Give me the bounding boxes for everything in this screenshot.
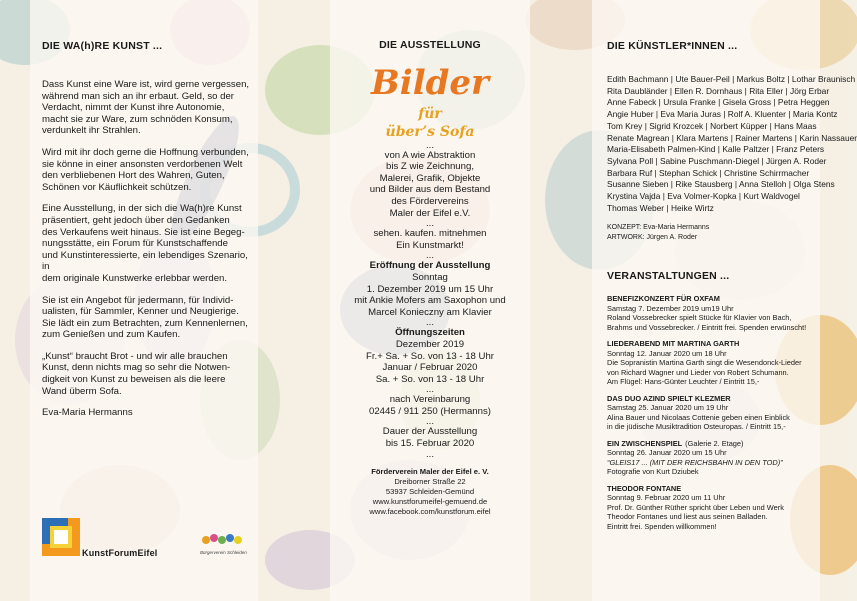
artist-separator: |	[668, 74, 676, 84]
separator-dots: ...	[426, 416, 434, 428]
artist-separator: |	[732, 179, 739, 190]
signature-author: Eva-Maria Hermanns	[42, 407, 133, 419]
appointment-text: nach Vereinbarung 02445 / 911 250 (Hermanns)	[369, 394, 491, 417]
artist-separator: |	[664, 202, 671, 213]
event-line: Alina Bauer und Nicolaas Cottenie geben einen Einblick	[607, 412, 790, 422]
event-list	[607, 294, 837, 531]
separator-dots: ...	[426, 139, 434, 151]
column-ausstellung	[330, 40, 530, 517]
event-title-text: THEODOR FONTANE	[607, 483, 682, 493]
artist-separator: |	[656, 97, 664, 108]
event-line: Prof. Dr. Günther Rüther spricht über Leben und Werk	[607, 502, 784, 512]
artist-name: Sabine Puschmann-Diegel	[659, 155, 760, 166]
concept-credit: KONZEPT: Eva-Maria Hermanns	[607, 224, 710, 232]
separator-dots: ...	[426, 317, 434, 329]
event-line: Sonntag 26. Januar 2020 um 15 Uhr	[607, 448, 727, 458]
artist-separator: |	[715, 97, 723, 108]
separator-dots: ...	[426, 250, 434, 262]
artist-name: Hans Maas	[774, 120, 817, 131]
column-wa-re-kunst	[42, 40, 257, 429]
artist-name: Tom Krey	[607, 120, 643, 131]
event-line: Sonntag 9. Februar 2020 um 11 Uhr	[607, 493, 726, 503]
artist-name: Gisela Gross	[722, 97, 772, 108]
artist-name: Sylvana Poll	[607, 155, 654, 166]
event-title	[607, 339, 837, 349]
event-line: “GLEIS17 ... (MIT DER REICHSBAHN IN DEN TOD)”	[607, 457, 783, 467]
opening-text: Sonntag 1. Dezember 2019 um 15 Uhr mit Ankie Mofers am Saxophon und Marcel Konieczny am Klavier	[354, 271, 506, 318]
event-line: Theodor Fontanes und liest aus seinen Balladen.	[607, 512, 768, 522]
artist-row	[607, 203, 837, 215]
artist-name: Olga Stens	[793, 179, 835, 190]
event-line: Die Sopranistin Martina Garth singt die Wesendonck-Lieder	[607, 358, 802, 368]
buergerverein-text: Bürgerverein Schleiden	[200, 550, 247, 555]
event-line: Roland Vossebrecker spielt Stücke für Klavier von Bach,	[607, 313, 792, 323]
artist-name: Barbara Ruf	[607, 167, 653, 178]
artist-row	[607, 97, 837, 109]
artist-list	[607, 74, 857, 214]
hours-title: Öffnungszeiten	[395, 327, 465, 339]
event-line: Brahms und Vossebrecker. / Eintritt frei. Spenden erwünscht!	[607, 322, 807, 332]
event-line: Samstag 25. Januar 2020 um 19 Uhr	[607, 403, 729, 413]
event-line: Samstag 7. Dezember 2019 um19 Uhr	[607, 303, 734, 313]
separator-dots: ...	[426, 384, 434, 396]
artist-name: Franz Peters	[776, 144, 825, 155]
event-line: in die jüdische Musiktradition Osteuropas. / Eintritt 15,-	[607, 422, 786, 432]
artist-row	[607, 191, 837, 203]
artist-name: Maria-Elisabeth Palmen-Kind	[607, 144, 716, 155]
artist-separator: |	[771, 97, 778, 108]
artist-name: Sigrid Krozcek	[649, 120, 704, 131]
artist-separator: |	[669, 132, 677, 143]
artist-separator: |	[742, 85, 750, 96]
artist-name: Rolf A. Kluenter	[727, 109, 786, 120]
artist-row	[607, 132, 857, 145]
hours-text: Dezember 2019 Fr.+ Sa. + So. von 13 - 18 Uhr Januar / Februar 2020 Sa. + So. von 13 - 18 Uhr	[366, 338, 494, 385]
artist-separator: |	[786, 179, 794, 190]
event-title-text: EIN ZWISCHENSPIEL	[607, 438, 683, 448]
artist-name: Markus Boltz	[736, 74, 786, 84]
kunstforumeifel-logo	[42, 518, 167, 560]
artist-name: Ellen R. Dornhaus	[674, 85, 743, 96]
artist-name: Rike Stausberg	[675, 179, 733, 190]
artist-name: Kalle Paltzer	[722, 144, 770, 155]
event-line: Fotografie von Kurt Dziubek	[607, 467, 699, 477]
artist-row	[607, 121, 837, 133]
heading-kuenstler: DIE KÜNSTLER*INNEN ...	[607, 40, 738, 52]
paragraph-4: Sie ist ein Angebot für jedermann, für Individ- ualisten, für Sammler, Kenner und Neugierige. Sie lädt ein zum Betrachten, zum Kennenlernen, zum Genießen und zum Kaufen.	[42, 294, 248, 341]
logo-text: KunstForumEifel	[82, 548, 158, 558]
artist-separator: |	[642, 120, 650, 131]
artist-separator: |	[792, 132, 800, 143]
artist-separator: |	[729, 74, 737, 84]
artist-name: Thomas Weber	[607, 202, 665, 213]
exhibition-intro: von A wie Abstraktion bis Z wie Zeichnung, Malerei, Grafik, Objekte und Bilder aus dem Bestand des Fördervereins Maler der Eifel e.V.	[369, 149, 491, 219]
artist-separator: |	[653, 109, 661, 120]
artist-name: Ute Bauer-Peil	[675, 74, 730, 84]
artist-name: Anne Fabeck	[607, 97, 657, 108]
event-title	[607, 439, 837, 449]
artist-name: Karin Nassauer	[799, 132, 857, 143]
buergerverein-logo	[200, 531, 246, 559]
exhibition-subtitle-1: für	[418, 105, 442, 122]
artist-name: Krystina Vajda	[607, 191, 661, 202]
separator-dots: ...	[426, 218, 434, 230]
artist-separator: |	[783, 85, 791, 96]
artist-name: Christine Schirrmacher	[724, 167, 810, 178]
artist-name: Ursula Franke	[663, 97, 716, 108]
artist-row	[607, 74, 856, 86]
event-title	[607, 484, 837, 494]
buergerverein-mark-icon	[200, 531, 246, 549]
event-item	[607, 394, 837, 432]
artist-row	[607, 168, 837, 180]
artist-name: Lothar Braunisch	[791, 74, 856, 84]
artist-separator: |	[767, 120, 775, 131]
artist-separator: |	[715, 144, 723, 155]
event-item	[607, 339, 837, 387]
artist-row	[607, 156, 837, 168]
heading-wa-re-kunst: DIE WA(h)RE KUNST ...	[42, 40, 163, 52]
artist-separator: |	[769, 144, 777, 155]
event-item	[607, 439, 837, 477]
artist-name: Jörg Erbar	[790, 85, 830, 96]
heading-veranstaltungen: VERANSTALTUNGEN ...	[607, 270, 730, 283]
event-line: Sonntag 12. Januar 2020 um 18 Uhr	[607, 348, 727, 358]
event-item	[607, 294, 837, 332]
opening-title: Eröffnung der Ausstellung	[369, 260, 491, 272]
exhibition-slogan: sehen. kaufen. mitnehmen Ein Kunstmarkt!	[373, 228, 487, 251]
artist-name: Eva Maria Juras	[660, 109, 721, 120]
heading-ausstellung: DIE AUSSTELLUNG	[379, 39, 481, 51]
artist-separator: |	[652, 167, 659, 178]
org-address: Dreiborner Straße 22 53937 Schleiden-Gemünd www.kunstforumeifel-gemuend.de www.facebook.com/kunstforum.eifel	[369, 476, 491, 516]
event-title	[607, 294, 837, 304]
artist-name: Edith Bachmann	[607, 74, 669, 84]
artist-name: Klara Martens	[676, 132, 729, 143]
artist-name: Stephan Schick	[659, 167, 718, 178]
exhibition-subtitle-2: über’s Sofa	[385, 123, 475, 140]
artist-separator: |	[720, 109, 728, 120]
artist-name: Eva Volmer-Kopka	[667, 191, 737, 202]
artist-name: Norbert Küpper	[710, 120, 768, 131]
org-name: Förderverein Maler der Eifel e. V.	[371, 466, 489, 476]
artist-separator: |	[668, 179, 676, 190]
artist-separator: |	[728, 132, 736, 143]
artist-separator: |	[785, 109, 793, 120]
artist-separator: |	[653, 155, 660, 166]
event-line: von Richard Wagner und Lieder von Robert Schumann.	[607, 367, 789, 377]
exhibition-title: Bilder	[371, 62, 489, 103]
artist-separator: |	[703, 120, 711, 131]
artist-name: Petra Heggen	[777, 97, 830, 108]
paragraph-3: Eine Ausstellung, in der sich die Wa(h)re Kunst präsentiert, geht jedoch über den Gedanken des Verkaufens weit hinaus. Sie ist eine Begeg- nungsstätte, ein Forum für Kunstschaffende und Kunstinteressierte, ein lebendiges Szenario, in dem originale Kunstwerke erlebbar werden.	[42, 203, 248, 284]
artist-separator: |	[785, 74, 792, 84]
artist-name: Anna Stelloh	[738, 179, 787, 190]
artist-name: Heike Wirtz	[670, 202, 714, 213]
artist-name: Maria Kontz	[792, 109, 838, 120]
event-title-extra: (Galerie 2. Etage)	[685, 438, 744, 448]
event-title-text: LIEDERABEND MIT MARTINA GARTH	[607, 339, 740, 349]
event-line: Eintritt frei. Spenden willkommen!	[607, 521, 717, 531]
event-line: Am Flügel: Hans-Günter Leuchter / Eintritt 15,-	[607, 377, 760, 387]
paragraph-5: „Kunst“ braucht Brot - und wir alle brauchen Kunst, denn nichts mag so sehr die Notwen- digkeit von Kunst zu beweisen als die leere Wand überm Sofa.	[42, 350, 231, 397]
event-title	[607, 394, 837, 404]
artist-row	[607, 86, 837, 98]
column-kuenstler	[607, 40, 857, 538]
artist-name: Susanne Sieben	[607, 179, 669, 190]
artist-name: Kurt Waldvogel	[743, 191, 800, 202]
duration-text: Dauer der Ausstellung bis 15. Februar 2020	[382, 426, 478, 450]
artist-name: Rainer Martens	[735, 132, 793, 143]
event-item	[607, 484, 837, 532]
artist-name: Rita Daubländer	[607, 85, 668, 96]
separator-dots: ...	[426, 448, 434, 460]
artist-name: Renate Magrean	[607, 132, 670, 143]
event-title-text: DAS DUO AZIND SPIELT KLEZMER	[607, 393, 731, 403]
artist-name: Rita Eller	[749, 85, 784, 96]
artist-row	[607, 109, 837, 121]
artist-name: Jürgen A. Roder	[765, 155, 827, 166]
artist-row	[607, 179, 837, 191]
artist-name: Angie Huber	[607, 109, 654, 120]
artist-row	[607, 144, 837, 156]
artist-separator: |	[759, 155, 766, 166]
paragraph-2: Wird mit ihr doch gerne die Hoffnung verbunden, sie könne in einer ansonsten verdorbenen Welt den verbliebenen Hort des Wahren, Guten, Schönen vor Käuflichkeit schützen.	[42, 146, 249, 193]
artwork-credit: ARTWORK: Jürgen A. Roder	[607, 234, 698, 242]
artist-separator: |	[736, 191, 744, 202]
artist-separator: |	[660, 191, 668, 202]
artist-separator: |	[667, 85, 675, 96]
artist-separator: |	[717, 167, 725, 178]
paragraph-1: Dass Kunst eine Ware ist, wird gerne vergessen, während man sich an ihr erbaut. Geld, so der Verdacht, nimmt der Kunst ihre Autonomie, macht sie zur Ware, zum schnöden Konsum, verdunkelt ihr Strahlen.	[42, 79, 250, 137]
logo-mark-icon	[42, 518, 80, 556]
event-title-text: BENEFIZKONZERT FÜR OXFAM	[607, 294, 720, 304]
